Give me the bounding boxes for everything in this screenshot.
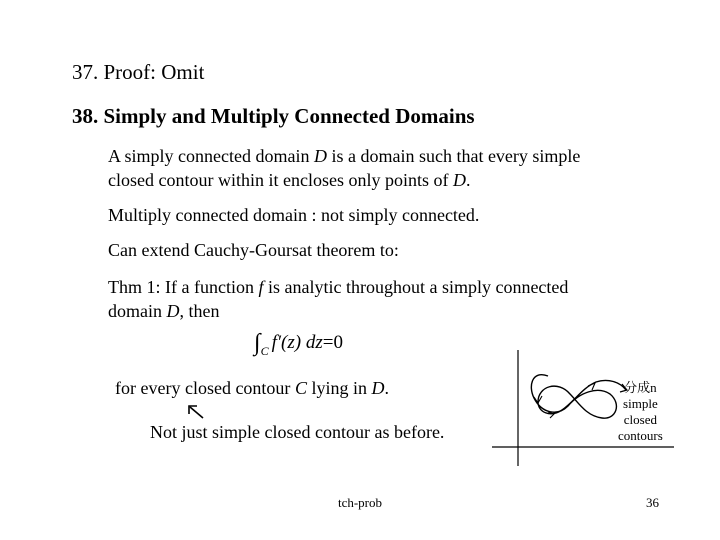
text: . [384,378,389,398]
theorem-1 [108,275,568,323]
slide-footer: tch-prob [337,495,383,510]
thm-text: domain [108,301,167,321]
integrand: f′(z) dz [271,332,323,353]
def-text: A simply connected domain [108,146,314,166]
integral-sign: ∫ [254,330,261,356]
contour-subscript: C [260,344,269,358]
domain-var: D [452,170,466,190]
integral-formula [254,328,343,358]
text: lying in [306,378,372,398]
pointer-arrow-icon [184,402,208,422]
equals-zero: =0 [322,332,343,353]
diagram-caption [618,380,663,444]
for-every-contour [115,376,389,400]
multiply-connected-definition: Multiply connected domain : not simply connected. [108,205,480,225]
simply-connected-definition [108,144,580,192]
thm-text: Thm 1: If a function [108,277,259,297]
caption-line: closed [623,412,657,427]
def-text: is a domain such that every simple [326,146,581,166]
not-just-simple-note: Not just simple closed contour as before. [150,422,445,442]
function-var: f [258,277,264,297]
domain-var: D [313,146,327,166]
caption-line: 分成n [624,380,657,395]
caption-line: simple [623,396,658,411]
section-38-heading: 38. Simply and Multiply Connected Domains [72,104,475,128]
def-text: . [465,170,471,190]
thm-text: is analytic throughout a simply connected [263,277,569,297]
section-37-heading: 37. Proof: Omit [72,60,205,84]
caption-line: contours [618,428,663,443]
thm-text: , then [179,301,220,321]
domain-var: D [371,378,385,398]
def-text: closed contour within it encloses only points of [108,170,453,190]
text: for every closed contour [115,378,295,398]
page-number: 36 [646,495,659,510]
cauchy-goursat-extension: Can extend Cauchy-Goursat theorem to: [108,240,399,260]
domain-var: D [166,301,180,321]
contour-var: C [294,378,307,398]
